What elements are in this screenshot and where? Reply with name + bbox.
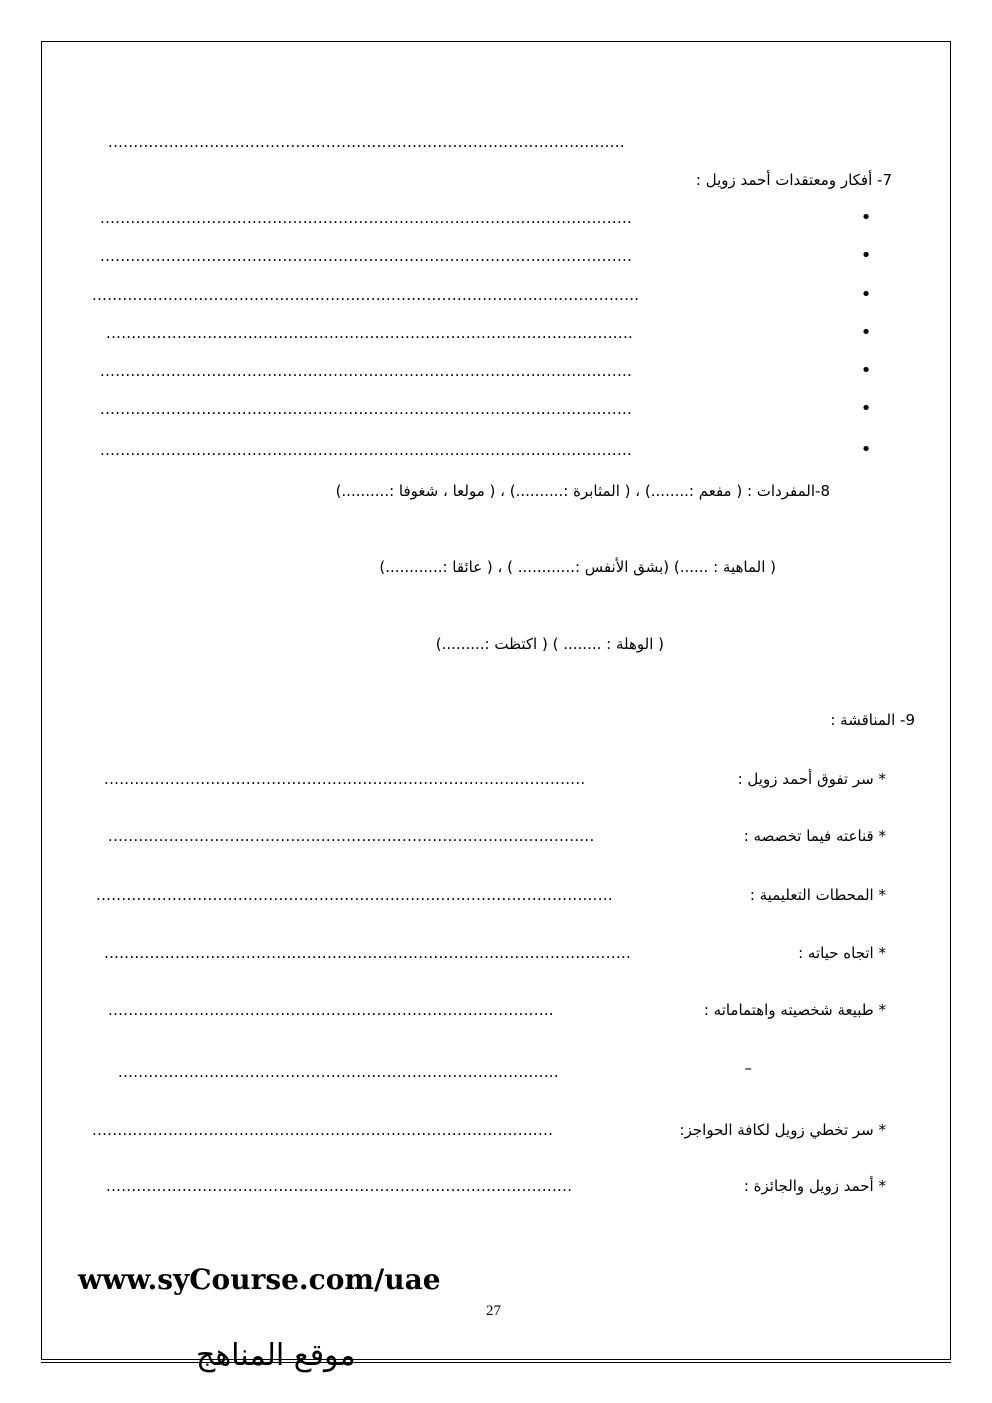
discussion-item-label: * قناعته فيما تخصصه : — [743, 827, 886, 845]
discussion-item-dotted-line: ........................................................................................................ — [104, 944, 632, 962]
bullet-icon: • — [860, 360, 872, 381]
bullet-icon: • — [860, 322, 872, 343]
page-border-bottom-line — [41, 1362, 951, 1363]
discussion-item-dotted-line: ........................................................................................... — [92, 1121, 554, 1139]
bullet-icon: • — [860, 245, 872, 266]
bullet-dotted-line: ......................................................................................................... — [100, 441, 633, 459]
discussion-item-label: * أحمد زويل والجائزة : — [743, 1177, 886, 1195]
discussion-item-dotted-line: ................................................................................................ — [108, 827, 595, 845]
website-url: www.syCourse.com/uae — [78, 1263, 441, 1296]
discussion-item-dotted-line: ........................................................................................ — [108, 1001, 554, 1019]
discussion-item-label: * طبيعة شخصيته واهتماماته : — [703, 1001, 886, 1019]
discussion-item-label: * سر تفوق أحمد زويل : — [737, 770, 886, 788]
site-logo-text: موقع المناهج — [196, 1338, 356, 1373]
bullet-dotted-line: ......................................................................................................... — [100, 209, 633, 227]
page-number: 27 — [486, 1303, 501, 1319]
discussion-item-label: * اتجاه حياته : — [798, 944, 886, 962]
discussion-item-label: * سر تخطي زويل لكافة الحواجز: — [679, 1121, 886, 1139]
vocabulary-line-3: ( الوهلة : ........ ) ( اكتظت :.........) — [435, 635, 664, 653]
bullet-icon: • — [860, 207, 872, 228]
section-7-title: 7- أفكار ومعتقدات أحمد زويل : — [695, 171, 892, 189]
bullet-icon: • — [860, 398, 872, 419]
vocabulary-line-1: 8-المفردات : ( مفعم :........) ، ( المثابرة :..........) ، ( مولعا ، شغوفا :..........) — [335, 482, 830, 500]
vocabulary-line-2: ( الماهية : ......) (بشق الأنفس :............ ) ، ( عائقا :............) — [379, 558, 776, 576]
section-9-title: 9- المناقشة : — [830, 711, 915, 729]
discussion-continuation-dash: – — [744, 1059, 752, 1077]
page-border — [41, 41, 951, 1360]
discussion-item-dotted-line: ...................................................................................................... — [96, 886, 613, 904]
bullet-dotted-line: ............................................................................................................ — [92, 286, 640, 304]
bullet-icon: • — [860, 284, 872, 305]
discussion-item-dotted-line: ....................................................................................... — [118, 1063, 559, 1081]
discussion-item-dotted-line: ............................................................................................... — [104, 770, 586, 788]
bullet-icon: • — [860, 439, 872, 460]
bullet-dotted-line: ......................................................................................................... — [100, 362, 633, 380]
bullet-dotted-line: ......................................................................................................... — [100, 247, 633, 265]
discussion-item-dotted-line: ............................................................................................ — [106, 1177, 573, 1195]
discussion-item-label: * المحطات التعليمية : — [749, 886, 886, 904]
bullet-dotted-line: ........................................................................................................ — [106, 324, 634, 342]
continuation-dotted-line: ...................................................................................................... — [108, 133, 625, 151]
bullet-dotted-line: ......................................................................................................... — [100, 400, 633, 418]
